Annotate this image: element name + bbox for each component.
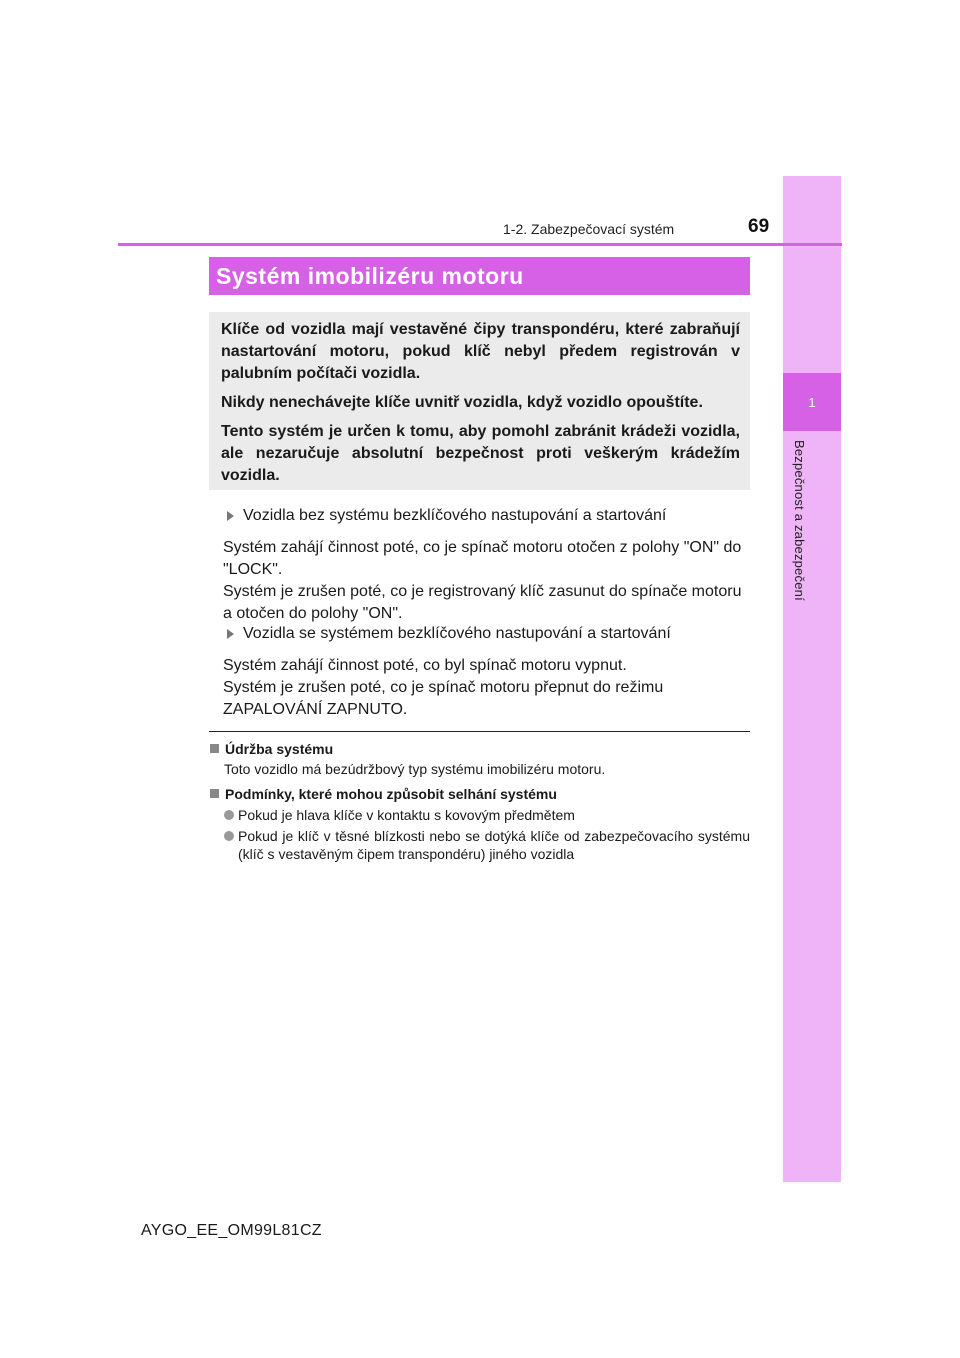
section-heading: Vozidla se systémem bezklíčového nastupování a startování: [243, 625, 671, 642]
notes-divider: [209, 731, 750, 732]
list-item: [210, 827, 750, 863]
section-with-keyless: [223, 623, 748, 721]
chapter-number: 1: [808, 394, 816, 410]
page-number: 69: [748, 216, 770, 237]
square-bullet-icon: [210, 744, 219, 753]
section-header: 1-2. Zabezpečovací systém: [503, 221, 675, 237]
list-item: [210, 806, 750, 824]
circle-bullet-icon: [224, 831, 234, 841]
note-heading-row: [210, 739, 750, 758]
list-item-text: Pokud je hlava klíče v kontaktu s kovovým předmětem: [238, 807, 575, 823]
list-item-text: Pokud je klíč v těsné blízkosti nebo se dotýká klíče od zabezpečovacího systému (klíč s vestavěným čipem transpondéru) jiného vozidla: [238, 828, 750, 862]
chapter-title-vertical: Bezpečnost a zabezpečení: [792, 440, 807, 601]
triangle-bullet-icon: [227, 511, 234, 521]
section-heading-row: [223, 623, 748, 645]
notes-section: [210, 739, 750, 866]
note-text-maintenance: Toto vozidlo má bezúdržbový typ systému imobilizéru motoru.: [224, 761, 606, 777]
note-heading-maintenance: Údržba systému: [225, 740, 334, 757]
section-line: Systém zahájí činnost poté, co byl spínač motoru vypnut.: [223, 657, 627, 674]
section-line: Systém je zrušen poté, co je spínač motoru přepnut do režimu ZAPALOVÁNÍ ZAPNUTO.: [223, 679, 664, 718]
section-body: [223, 655, 748, 721]
intro-paragraph: Nikdy nenechávejte klíče uvnitř vozidla, když vozidlo opouštíte.: [221, 394, 703, 411]
note-heading-row: [210, 784, 750, 803]
section-without-keyless: [223, 505, 748, 625]
chapter-number-tab: [783, 373, 841, 431]
section-heading-row: [223, 505, 748, 527]
triangle-bullet-icon: [227, 629, 234, 639]
section-heading: Vozidla bez systému bezklíčového nastupování a startování: [243, 507, 667, 524]
note-heading-malfunction: Podmínky, které mohou způsobit selhání systému: [225, 785, 557, 802]
intro-box: [209, 312, 750, 490]
section-body: [223, 537, 748, 625]
page-title: Systém imobilizéru motoru: [216, 262, 524, 289]
section-line: Systém zahájí činnost poté, co je spínač motoru otočen z polohy "ON" do "LOCK".: [223, 539, 742, 578]
page-title-bar: [209, 257, 750, 295]
intro-paragraph: Tento systém je určen k tomu, aby pomohl zabránit krádeži vozidla, ale nezaručuje absolutní bezpečnost proti veškerým krádežím vozidla.: [221, 423, 740, 484]
circle-bullet-icon: [224, 810, 234, 820]
square-bullet-icon: [210, 789, 219, 798]
intro-paragraph: Klíče od vozidla mají vestavěné čipy transpondéru, které zabraňují nastartování motoru, pokud klíč nebyl předem registrován v palubním počítači vozidla.: [221, 321, 740, 382]
header-divider: [118, 243, 842, 246]
document-code: AYGO_EE_OM99L81CZ: [141, 1222, 322, 1239]
section-line: Systém je zrušen poté, co je registrovaný klíč zasunut do spínače motoru a otočen do polohy "ON".: [223, 583, 742, 622]
